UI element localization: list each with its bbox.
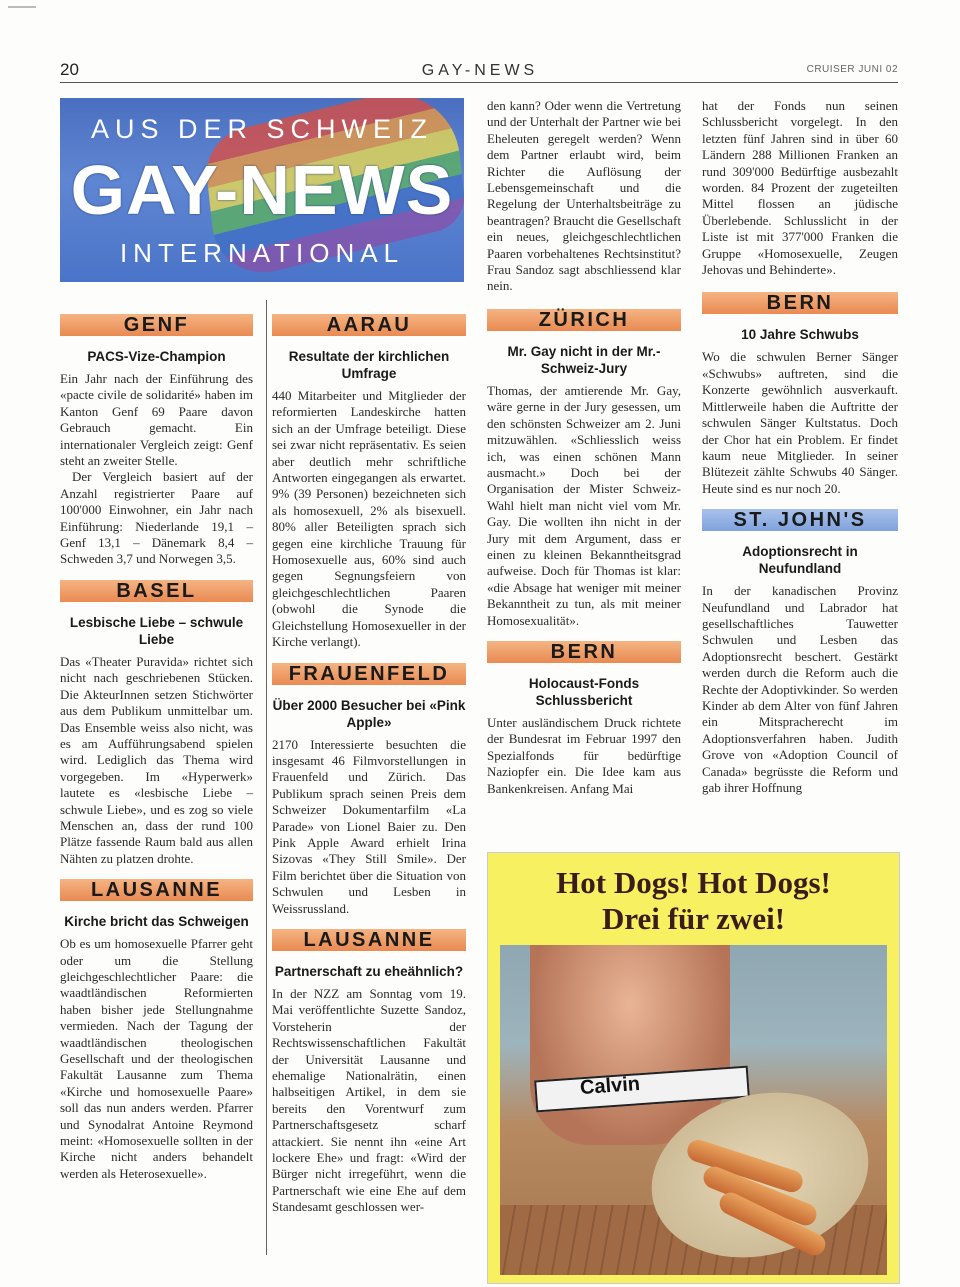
article-text: In der NZZ am Sonntag vom 19. Mai veröffentlichte Suzette Sandoz, Vorsteherin der Rechtswissenschaftlichen Fakultät der Universität Lausanne und ehemalige Nationalrätin, einen halbseitigen Artikel, in dem sie bereits den Vorentwurf zum Partnerschaftsgesetz scharf attackiert. Sie nennt ihn «eine Art lockere Ehe» und fragt: «Wird der Bürger nicht irregeführt, wenn die Partnerschaft wie eine Ehe auf dem Standesamt geschlossen wer- [272, 985, 466, 1215]
magazine-issue: CRUISER JUNI 02 [806, 64, 898, 75]
article-headline: Partnerschaft zu eheähnlich? [274, 963, 464, 979]
article-text: Thomas, der amtierende Mr. Gay, wäre gerne in der Jury gesessen, um den schönsten Schweizer am 2. Juni mitzuwählen. «Schliesslich weiss ich, was einen schönen Mann ausmacht.» Doch bei der Organisation der Mister Schweiz-Wahl hielt man nicht viel vom Mr. Gay. Die wollten ihn nicht in der Jury mit dem Argument, dass er einen zu kleinen Bekanntheitsgrad aufweise. Doch für Thomas ist klar: «die Absage hat weniger mit meiner Bekanntheit zu tun, als mit meiner Homosexualität». [487, 382, 681, 628]
hot-dogs-advertisement [487, 852, 900, 1284]
column-3 [487, 98, 681, 797]
city-header-lausanne-2: LAUSANNE [272, 929, 466, 951]
city-header-frauenfeld: FRAUENFELD [272, 663, 466, 685]
article-headline: PACS-Vize-Champion [87, 349, 226, 364]
banner-subtitle: INTERNATIONAL [119, 238, 405, 268]
article-text: Unter ausländischem Druck richtete der Bundesrat im Februar 1997 den Spezialfonds für bedürftige Naziopfer ein. Die Idee kam aus Bankenkreisen. Anfang Mai [487, 714, 681, 796]
photo-brand-text: Calvin [579, 1072, 641, 1100]
article-text-continued: den kann? Oder wenn die Vertretung und der Unterhalt der Partner wie bei Eheleuten geregelt werden? Wenn dem Partner erlaubt wird, beim Richter die Auflösung der Lebensgemeinschaft und die Regelung der Unterhaltsbeiträge zu beantragen? Braucht die Gesellschaft ein neues, gleichgeschlechtlichen Paaren vorbehaltenes Rechtsinstitut? Frau Sandoz sagt abschliessend klar nein. [487, 98, 681, 294]
article-headline: Über 2000 Besucher bei «Pink Apple» [272, 697, 466, 730]
article-headline: Adoptionsrecht in Neufundland [742, 544, 858, 577]
article-headline: Holocaust-Fonds Schlussbericht [528, 675, 640, 708]
banner-kicker: AUS DER SCHWEIZ [90, 114, 434, 144]
header-rule [60, 82, 898, 83]
city-header-bern-2: BERN [702, 292, 898, 314]
city-header-bern: BERN [487, 641, 681, 663]
gay-news-banner [60, 98, 464, 282]
article-text: Ein Jahr nach der Einführung des «pacte civile de solidarité» haben im Kanton Genf 69 Paare davon Gebrauch gemacht. Ein internationaler Vergleich zeigt: Genf steht an zweiter Stelle. [60, 371, 253, 469]
section-title: GAY-NEWS [421, 62, 539, 79]
article-text: 440 Mitarbeiter und Mitglieder der reformierten Landeskirche hatten sich an der Umfrage beteiligt. Diese sei zwar nicht repräsentativ. Es seien aber deutlich mehr schriftliche Antworten eingegangen als erwartet. 9% (39 Personen) bezeichneten sich als homosexuell, 2% als bisexuell. 80% aller Beteiligten sprach sich gegen eine kirchliche Trauung für Homosexuelle aus, 60% sind auch gegen Segnungsfeiern von gleichgeschlechtlichen Paaren (obwohl die Synode die Gleichstellung Homosexueller in der Kirche verlangt). [272, 388, 466, 650]
city-header-st-johns: ST. JOHN'S [702, 509, 898, 531]
column-1 [60, 304, 253, 1182]
city-header-aarau: AARAU [272, 314, 466, 336]
city-header-basel: BASEL [60, 580, 253, 602]
article-text: Ob es um homosexuelle Pfarrer geht oder um die Stellung gleichgeschlechtlicher Paare: die waadtländischen Reformierten haben bisher jede Stellungnahme vermieden. Nach der Tagung der waadtländischen theologischen Gesellschaft und der theologischen Fakultät Lausanne zum Thema «Kirche und homosexuelle Paare» soll das nun anders werden. Pfarrer und Synodalrat Antoine Reymond meint: «Homosexuelle sollten in der Kirche nicht anders behandelt werden als Heterosexuelle». [60, 936, 253, 1181]
article-headline: Resultate der kirchlichen Umfrage [288, 349, 450, 381]
banner-title: GAY-NEWS [70, 151, 454, 229]
article-text: 2170 Interessierte besuchten die insgesamt 46 Filmvorstellungen in Frauenfeld und Zürich. Das Publikum sprach seinen Preis dem Schweizer Dokumentarfilm «La Parade» von Lionel Baier zu. Den Pink Apple Award erhielt Irina Sizovas «They Still Smile». Der Film berichtet über die Situation von Schwulen und Lesben in Weissrussland. [272, 736, 466, 916]
article-headline: Mr. Gay nicht in der Mr.-Schweiz-Jury [507, 343, 661, 376]
article-headline: Kirche bricht das Schweigen [64, 914, 249, 930]
column-divider [266, 300, 267, 1255]
column-4 [702, 98, 898, 796]
article-text: Der Vergleich basiert auf der Anzahl registrierter Paare auf 100'000 Einwohner, ein Jahr nach Einführung: Niederlande 19,1 – Genf 13,1 – Dänemark 8,4 – Schweden 3,7 und Norwegen 3,5. [60, 469, 253, 567]
article-text: Das «Theater Puravida» richtet sich nicht nach geschriebenen Stücken. Die AkteurInnen setzen Stichwörter aus dem Publikum unmittelbar um. Das Ensemble weiss also nicht, was es am Aufführungsabend spielen wird. Lediglich das Thema wird vorgegeben. Im «Hyperwerk» lautete es «lesbische Liebe – schwule Liebe», und es zog so viele Menschen an, dass der rund 100 Plätze fassende Raum bald aus allen Nähten zu platzen drohte. [60, 653, 253, 866]
top-margin [0, 0, 960, 14]
city-header-zuerich: ZÜRICH [487, 309, 681, 331]
city-header-genf: GENF [60, 314, 253, 336]
ad-headline: Hot Dogs! Hot Dogs! [556, 865, 831, 900]
ad-photo [500, 945, 887, 1275]
ad-subheadline: Drei für zwei! [601, 901, 786, 936]
article-headline: 10 Jahre Schwubs [741, 327, 859, 343]
corner-mark [8, 6, 36, 8]
article-text-continued: hat der Fonds nun seinen Schlussbericht vorgelegt. In den letzten fünf Jahren sind in über 60 Ländern 288 Millionen Franken an rund 309'000 Bedürftige ausbezahlt worden. 84 Prozent der zugeteilten Mittel flossen an jüdische Überlebende. Schlusslicht in der Liste ist mit 377'000 Franken die Gruppe «Homosexuelle, Zeugen Jehovas und Behinderte». [702, 98, 898, 278]
page-number: 20 [60, 60, 79, 79]
city-header-lausanne: LAUSANNE [60, 879, 253, 901]
article-text: Wo die schwulen Berner Sänger «Schwubs» auftreten, sind die Konzerte gewöhnlich ausverkauft. Mittlerweile haben die Auftritte der schwulen Sänger Kultstatus. Doch der Chor hat ein Problem. Er findet kaum neue Mitglieder. In seiner Blütezeit zählte Schwubs 40 Sänger. Heute sind es nur noch 20. [702, 349, 898, 496]
column-2 [272, 304, 466, 1216]
article-headline: Lesbische Liebe – schwule Liebe [69, 614, 244, 647]
article-text: In der kanadischen Provinz Neufundland und Labrador hat gesellschaftliches Tauwetter Schwulen und Lesben das Adoptionsrecht beschert. Gestärkt werden durch die Reform auch die Rechte der Adoptivkinder. So werden Kinder ab dem Alter von fünf Jahren ein Mitspracherecht im Adoptionsverfahren haben. Judith Grove von «Adoption Council of Canada» begrüsste die Reform und gab ihrer Hoffnung [702, 583, 898, 795]
